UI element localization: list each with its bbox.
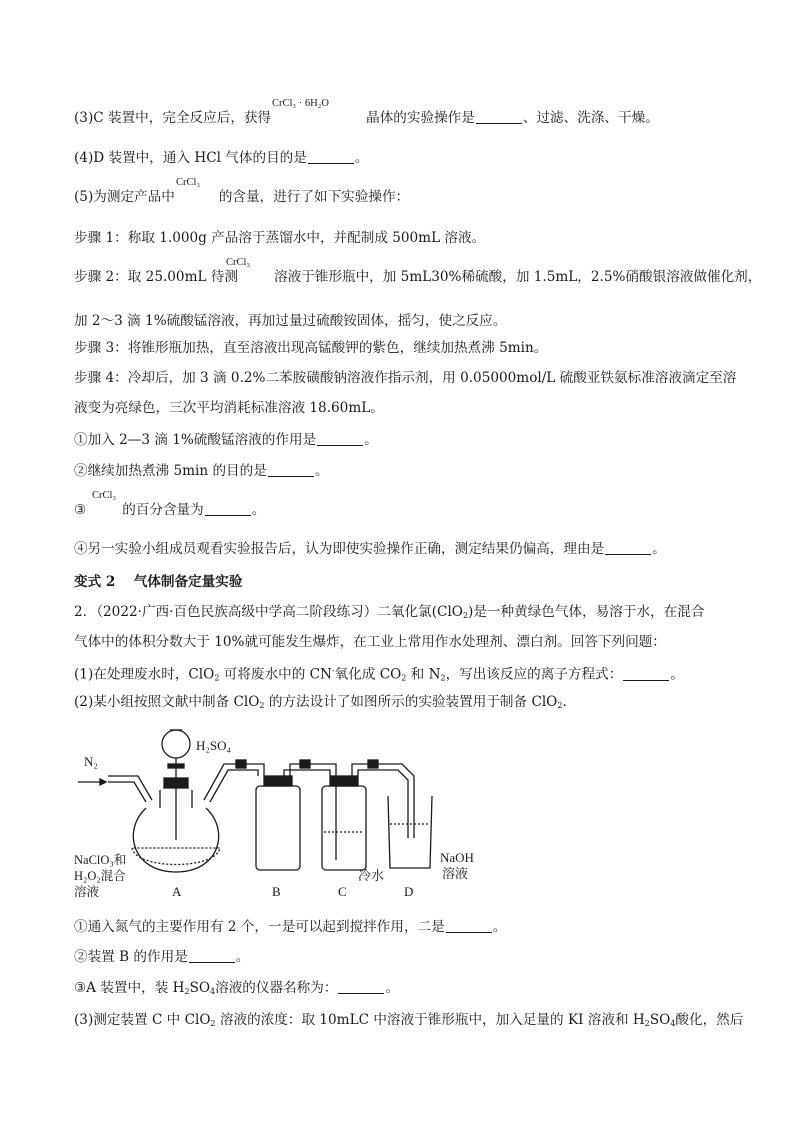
c3-tail: 。: [251, 502, 266, 518]
solution-a-label: NaClO₃和: [74, 853, 127, 867]
q3-text-post: 晶体的实验操作是: [366, 110, 475, 126]
subscript: 2: [557, 701, 563, 710]
formula-crcl3: CrCl₃: [92, 490, 117, 501]
q3b-b: 溶液的浓度：取 10mLC 中溶液于锥形瓶中，加入足量的 KI 溶液和 H: [215, 1012, 645, 1028]
step2-cont-line: 加 2～3 滴 1%硫酸锰溶液，再加过量过硫酸铵固体，摇匀，使之反应。: [74, 313, 507, 329]
p2-q1-tail: 。: [670, 666, 684, 683]
c2-tail: 。: [314, 463, 329, 479]
step1-line: 步骤 1：称取 1.000g 产品溶于蒸馏水中，并配制成 500mL 溶液。: [74, 230, 486, 246]
answer-blank: [308, 151, 354, 164]
p2-q2-c: .: [562, 694, 567, 710]
label-c: C: [338, 884, 347, 899]
step4-cont-line: 液变为亮绿色，三次平均消耗标准溶液 18.60mL。: [74, 400, 384, 416]
answer-blank: [205, 503, 251, 516]
q3b-c: SO: [649, 1012, 671, 1028]
arrow-head: [100, 779, 106, 785]
bottle-b-cap: [264, 776, 292, 786]
naoh-label: 溶液: [442, 866, 469, 881]
c1-tail: 。: [364, 432, 378, 448]
q5-line: [74, 188, 409, 206]
variant-heading: 变式 2 气体制备定量实验: [74, 574, 243, 590]
step2-line: [74, 268, 761, 286]
tube-ab: [210, 770, 258, 802]
label-b: B: [272, 884, 281, 899]
p2-q2-a: (2)某小组按照文献中制备 ClO: [74, 694, 260, 710]
q5-text-post: 的含量，进行了如下实验操作：: [218, 189, 410, 205]
d2-tail: 。: [235, 949, 250, 965]
p2-q1-e: ，写出该反应的离子方程式：: [445, 666, 623, 683]
subscript: 2: [184, 987, 190, 996]
p2-q1-b: 可将废水中的 CN: [219, 666, 332, 683]
d3-c: 溶液的仪器名称为：: [215, 980, 338, 996]
subscript: 2: [214, 673, 220, 683]
subscript: 2: [440, 673, 446, 683]
subscript: 2: [462, 611, 469, 620]
q3-line: [74, 109, 659, 127]
subscript: 2: [259, 701, 265, 710]
connector: [300, 760, 310, 768]
d1-tail: 。: [492, 919, 507, 935]
answer-blank: [605, 542, 651, 555]
answer-blank: [268, 464, 314, 477]
q3-text-tail: 、过滤、洗涤、干燥。: [522, 110, 659, 126]
c3-text-pre: ③: [74, 502, 87, 518]
q3b-a: (3)测定装置 C 中 ClO: [74, 1012, 211, 1028]
formula-crcl3-6h2o: CrCl₃ · 6H₂O: [272, 98, 329, 109]
p2-q2-line: [74, 693, 567, 715]
d2-text: ②装置 B 的作用是: [74, 949, 188, 965]
answer-blank: [317, 433, 363, 446]
h2so4-label: H₂SO₄: [196, 738, 232, 753]
p2-q1-d: 和 N: [406, 666, 441, 683]
c3-line: [74, 501, 265, 519]
answer-blank: [476, 111, 522, 124]
c4-tail: 。: [652, 541, 666, 557]
c4-text: ④另一实验小组成员观看实验报告后，认为即使实验操作正确，测定结果仍偏高，理由是: [74, 541, 605, 557]
inlet-tube: [108, 776, 152, 800]
c1-line: [74, 431, 378, 449]
d3-line: [74, 979, 399, 1001]
connector: [368, 760, 378, 768]
subscript: 2: [401, 673, 407, 683]
funnel-bulb: [162, 730, 190, 758]
p2-q1-line: [74, 662, 684, 688]
answer-blank: [189, 950, 235, 963]
tube-cd: [352, 764, 414, 838]
c3-text-post: 的百分含量为: [122, 502, 204, 518]
step3-line: 步骤 3：将锥形瓶加热，直至溶液出现高锰酸钾的紫色，继续加热煮沸 5min。: [74, 340, 548, 356]
inlet-tube: [108, 782, 146, 802]
solution-a-label: 溶液: [74, 885, 100, 899]
step2-text-post: 溶液于锥形瓶中，加 5mL30%稀硫酸，加 1.5mL，2.5%硝酸银溶液做催化剂，: [274, 269, 762, 285]
superscript: -: [331, 666, 335, 675]
cold-water-label: 冷水: [358, 868, 385, 883]
naoh-label: NaOH: [440, 850, 474, 865]
beaker-d: [388, 796, 432, 868]
p2-q1-c: 氧化成 CO: [334, 666, 402, 683]
c1-text: ①加入 2—3 滴 1%硫酸锰溶液的作用是: [74, 432, 317, 448]
bottle-b: [256, 786, 300, 870]
step2-text-pre: 步骤 2：取 25.00mL 待测: [74, 269, 239, 285]
p2-intro-line: [74, 603, 704, 625]
q3-text-pre: (3)C 装置中，完全反应后，获得: [74, 110, 272, 126]
subscript: 2: [644, 1019, 650, 1028]
label-a: A: [172, 884, 182, 899]
p2-intro-a: 2．（2022·广西·百色民族高级中学高二阶段练习）二氧化氯(ClO: [74, 604, 463, 620]
q3b-line: [74, 1011, 743, 1033]
d1-line: [74, 918, 506, 936]
q4-text: (4)D 装置中，通入 HCl 气体的目的是: [74, 150, 307, 166]
p2-q1-a: (1)在处理废水时，ClO: [74, 666, 215, 683]
answer-blank: [338, 981, 384, 994]
formula-crcl3: CrCl₃: [176, 177, 201, 188]
d3-tail: 。: [385, 980, 400, 996]
connector: [236, 760, 246, 768]
formula-crcl3: CrCl₃: [226, 257, 251, 268]
d3-a: ③A 装置中，装 H: [74, 980, 185, 996]
tube-bc: [284, 770, 330, 776]
c2-text: ②继续加热煮沸 5min 的目的是: [74, 463, 267, 479]
step4-line: 步骤 4：冷却后，加 3 滴 0.2%二苯胺磺酸钠溶液作指示剂，用 0.05000mol/L 硫酸亚铁氨标准溶液滴定至溶: [74, 370, 737, 386]
p2-intro-b: )是一种黄绿色气体，易溶于水，在混合: [468, 604, 705, 620]
bottle-c: [322, 786, 366, 870]
stopcock: [168, 764, 184, 768]
d3-b: SO: [189, 980, 211, 996]
p2-q2-b: 的方法设计了如图所示的实验装置用于制备 ClO: [264, 694, 558, 710]
subscript: 2: [210, 1019, 216, 1028]
bottle-c-cap: [330, 776, 358, 786]
label-d: D: [404, 884, 414, 899]
c4-line: [74, 540, 666, 558]
apparatus-diagram: [0, 720, 800, 900]
answer-blank: [623, 668, 669, 681]
n2-label: N₂: [84, 754, 98, 769]
solution-a-label: H₂O₂混合: [74, 869, 126, 883]
answer-blank: [446, 920, 492, 933]
q4-line: [74, 149, 368, 167]
q4-tail: 。: [354, 150, 369, 166]
subscript: 4: [670, 1019, 676, 1028]
d2-line: [74, 948, 249, 966]
c2-line: [74, 462, 328, 480]
q3b-d: 酸化，然后: [675, 1012, 744, 1028]
q5-text-pre: (5)为测定产品中: [74, 189, 175, 205]
subscript: 4: [210, 987, 216, 996]
p2-intro-line-2: 气体中的体积分数大于 10%就可能发生爆炸，在工业上常用作水处理剂、漂白剂。回答下列问题：: [74, 634, 666, 650]
d1-text: ①通入氮气的主要作用有 2 个，一是可以起到搅拌作用，二是: [74, 919, 445, 935]
